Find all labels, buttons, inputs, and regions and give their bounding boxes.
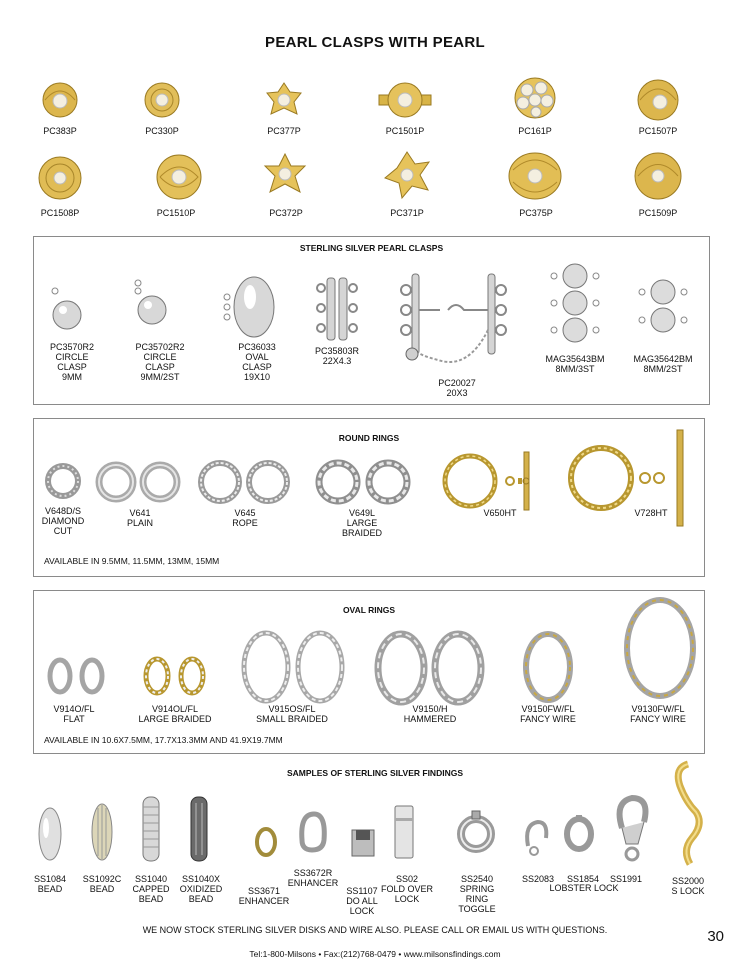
pearl-cluster-clasp-pc161p <box>505 74 565 122</box>
product-code: PC383P <box>43 126 77 136</box>
page-number: 30 <box>707 928 724 945</box>
ring-v641 <box>96 460 184 504</box>
bead-ss1084 <box>37 806 63 862</box>
oval-ring-v914ofl <box>46 656 108 696</box>
product-code: SS1991 <box>609 874 643 884</box>
flower-clasp-pc371p <box>382 150 432 200</box>
gold-clasp-pc377p <box>262 80 306 120</box>
product-code: PC1507P <box>638 126 678 136</box>
spring-ring-toggle-ss2540 <box>456 808 496 856</box>
product-code: PC36033 OVAL CLASP 19X10 <box>238 342 276 382</box>
silver-slide-clasp-pc35803r <box>315 276 359 342</box>
ring-v649l <box>314 458 414 506</box>
product-code: PC330P <box>145 126 179 136</box>
magnetic-clasp-mag35643bm <box>550 262 600 348</box>
product-code: PC1510P <box>156 208 196 218</box>
product-code: SS3672R ENHANCER <box>287 868 339 888</box>
product-code: MAG35643BM 8MM/3ST <box>545 354 605 374</box>
oxidized-bead-ss1040x <box>187 795 211 863</box>
product-code: SS1084 BEAD <box>33 874 67 894</box>
gold-clasp-pc1501p <box>375 80 435 120</box>
oval-ring-v9150fwfl <box>520 628 576 706</box>
oval-ring-v914olfl <box>142 654 208 698</box>
page-title: PEARL CLASPS WITH PEARL <box>265 34 485 51</box>
lobster-lock-ss2083 <box>520 816 550 856</box>
product-code: V728HT <box>634 508 668 518</box>
gold-clasp-pc1510p <box>148 152 210 202</box>
gold-clasp-pc1508p <box>33 154 87 202</box>
product-code: SS2083 <box>521 874 555 884</box>
oval-ring-v915osfl <box>238 628 348 706</box>
product-code: V648D/S DIAMOND CUT <box>41 506 85 536</box>
product-code: PC377P <box>267 126 301 136</box>
fold-over-lock-ss02 <box>392 804 416 860</box>
gold-clasp-pc383p <box>37 80 83 120</box>
product-code: V650HT <box>483 508 517 518</box>
product-code: V649L LARGE BRAIDED <box>341 508 382 538</box>
product-code: PC375P <box>519 208 553 218</box>
product-code: V914OL/FL LARGE BRAIDED <box>138 704 212 724</box>
section-title: ROUND RINGS <box>338 433 400 443</box>
product-code: SS1092C BEAD <box>82 874 122 894</box>
stock-note: WE NOW STOCK STERLING SILVER DISKS AND WIRE ALSO. PLEASE CALL OR EMAIL US WITH QUESTIONS. <box>142 925 608 935</box>
samples-title: SAMPLES OF STERLING SILVER FINDINGS <box>287 768 463 778</box>
product-code: PC35702R2 CIRCLE CLASP 9MM/2ST <box>135 342 185 382</box>
enhancer-ss3672r <box>296 810 328 854</box>
lobster-lock-ss1991 <box>612 792 652 864</box>
enhancer-ss3671 <box>252 826 280 858</box>
product-code: PC35803R 22X4.3 <box>314 346 360 366</box>
silver-oval-clasp-pc36033 <box>222 272 277 342</box>
product-code: PC1509P <box>638 208 678 218</box>
product-code: SS1040X OXIDIZED BEAD <box>179 874 223 904</box>
product-code: PC3570R2 CIRCLE CLASP 9MM <box>49 342 95 382</box>
product-code: SS1107 DO ALL LOCK <box>346 886 378 916</box>
section-title: STERLING SILVER PEARL CLASPS <box>299 243 444 253</box>
product-code: PC161P <box>518 126 552 136</box>
product-code: V914O/FL FLAT <box>53 704 95 724</box>
silver-circle-clasp-pc3570r2 <box>47 285 87 340</box>
product-code: V915OS/FL SMALL BRAIDED <box>256 704 328 724</box>
ring-v645 <box>196 458 294 506</box>
product-code: PC20027 20X3 <box>438 378 476 398</box>
s-lock-ss2000 <box>668 758 708 870</box>
gold-clasp-pc1509p <box>628 150 688 202</box>
contact-line: Tel:1-800-Milsons • Fax:(212)768-0479 • www.milsonsfindings.com <box>249 949 501 959</box>
product-code: V645 ROPE <box>232 508 258 528</box>
product-code: PC372P <box>269 208 303 218</box>
capped-bead-ss1040 <box>139 795 163 863</box>
oval-ring-v9150h <box>372 628 488 708</box>
product-code: SS02 FOLD OVER LOCK <box>380 874 433 904</box>
oval-rings-section <box>33 590 705 754</box>
product-code: SS1040 CAPPED BEAD <box>132 874 170 904</box>
flower-clasp-pc372p <box>260 152 310 200</box>
product-code: SS2000 S LOCK <box>671 876 705 896</box>
gold-clasp-pc375p <box>505 150 565 202</box>
bead-ss1092c <box>90 802 114 862</box>
oval-ring-v9130fwfl <box>620 594 700 702</box>
product-code: PC1501P <box>385 126 425 136</box>
oval-sizes-note: AVAILABLE IN 10.6X7.5MM, 17.7X13.3MM AND 41.9X19.7MM <box>44 735 283 745</box>
product-code: V9150FW/FL FANCY WIRE <box>520 704 576 724</box>
product-code: PC1508P <box>40 208 80 218</box>
product-code: V9150/H HAMMERED <box>403 704 457 724</box>
product-code: SS1854 <box>566 874 600 884</box>
product-code: SS3671 ENHANCER <box>238 886 290 906</box>
toggle-clasp-v650ht <box>440 448 552 514</box>
ring-v648ds <box>44 462 82 500</box>
do-all-lock-ss1107 <box>348 826 378 860</box>
lobster-lock-label: LOBSTER LOCK <box>549 883 619 893</box>
gold-clasp-pc1507p <box>630 78 686 122</box>
gold-clasp-pc330p <box>140 80 186 120</box>
lobster-lock-ss1854 <box>563 812 595 856</box>
product-code: V641 PLAIN <box>126 508 153 528</box>
product-code: PC371P <box>390 208 424 218</box>
product-code: V9130FW/FL FANCY WIRE <box>630 704 686 724</box>
section-title: OVAL RINGS <box>342 605 396 615</box>
silver-slide-clasp-pc20027 <box>398 270 510 380</box>
product-code: MAG35642BM 8MM/2ST <box>633 354 693 374</box>
magnetic-clasp-mag35642bm <box>638 278 688 338</box>
silver-circle-clasp-pc35702r2 <box>130 278 170 338</box>
round-sizes-note: AVAILABLE IN 9.5MM, 11.5MM, 13MM, 15MM <box>44 556 220 566</box>
product-code: SS2540 SPRING RING TOGGLE <box>458 874 496 914</box>
